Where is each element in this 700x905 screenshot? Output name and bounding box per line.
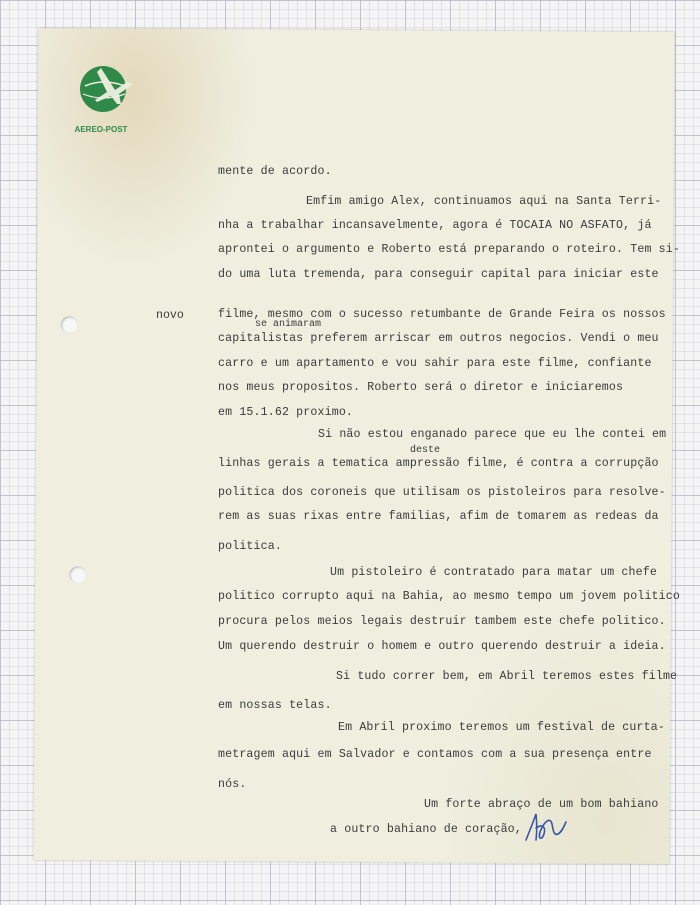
letter-line-3: nha a trabalhar incansavelmente, agora é TOCAIA NO ASFATO, já (218, 219, 652, 232)
insertion-se-animaram: se animaram (255, 319, 322, 330)
letter-line-24: nós. (218, 778, 247, 791)
letter-line-18: procura pelos meios legais destruir tambem este chefe politico. (218, 615, 666, 628)
letter-line-21: em nossas telas. (218, 699, 332, 712)
letter-line-13: politica dos coroneis que utilisam os pistoleiros para resolve- (218, 486, 666, 499)
letter-line-6: filme, mesmo com o sucesso retumbante de Grande Feira os nossos (218, 308, 666, 321)
airplane-globe-icon (80, 66, 133, 112)
letter-line-23: metragem aqui em Salvador e contamos com a sua presença entre (218, 748, 652, 761)
letter-line-5: do uma luta tremenda, para conseguir capital para iniciar este (218, 268, 659, 281)
insertion-deste: deste (410, 445, 441, 456)
letter-line-8: carro e um apartamento e vou sahir para este filme, confiante (218, 357, 652, 370)
letter-line-9: nos meus propositos. Roberto será o diretor e iniciaremos (218, 381, 624, 394)
letter-line-16: Um pistoleiro é contratado para matar um chefe (330, 566, 657, 579)
letter-line-12: linhas gerais a tematica ampressão filme, é contra a corrupção (218, 457, 659, 470)
letter-line-14: rem as suas rixas entre familias, afim de tomarem as redeas da (218, 510, 659, 523)
letter-line-22: Em Abril proximo teremos um festival de curta- (338, 721, 665, 734)
punch-hole-bottom (69, 566, 86, 583)
letter-line-20: Si tudo correr bem, em Abril teremos estes filme (336, 670, 678, 683)
letter-line-11: Si não estou enganado parece que eu lhe contei em (318, 428, 667, 441)
letter-line-1: mente de acordo. (218, 165, 332, 178)
margin-note: novo (156, 309, 184, 322)
logo-text: AEREO-POST (74, 125, 128, 134)
signature-mark (520, 810, 570, 846)
letter-line-2: Emfim amigo Alex, continuamos aqui na Santa Terri- (306, 195, 662, 208)
aereo-post-logo (71, 56, 141, 136)
letter-line-19: Um querendo destruir o homem e outro querendo destruir a ideia. (218, 640, 666, 653)
letter-line-17: politico corrupto aqui na Bahia, ao mesmo tempo um jovem politico (218, 590, 680, 603)
letter-line-25: Um forte abraço de um bom bahiano (424, 798, 659, 811)
letter-line-4: aprontei o argumento e Roberto está preparando o roteiro. Tem si- (218, 243, 680, 256)
letter-line-26: a outro bahiano de coração, (330, 823, 522, 836)
punch-hole-top (61, 316, 78, 333)
letter-line-7: capitalistas preferem arriscar em outros negocios. Vendi o meu (218, 332, 659, 345)
letter-line-15: politica. (218, 540, 282, 553)
letter-line-10: em 15.1.62 proximo. (218, 406, 354, 419)
letter-paper (33, 28, 674, 864)
